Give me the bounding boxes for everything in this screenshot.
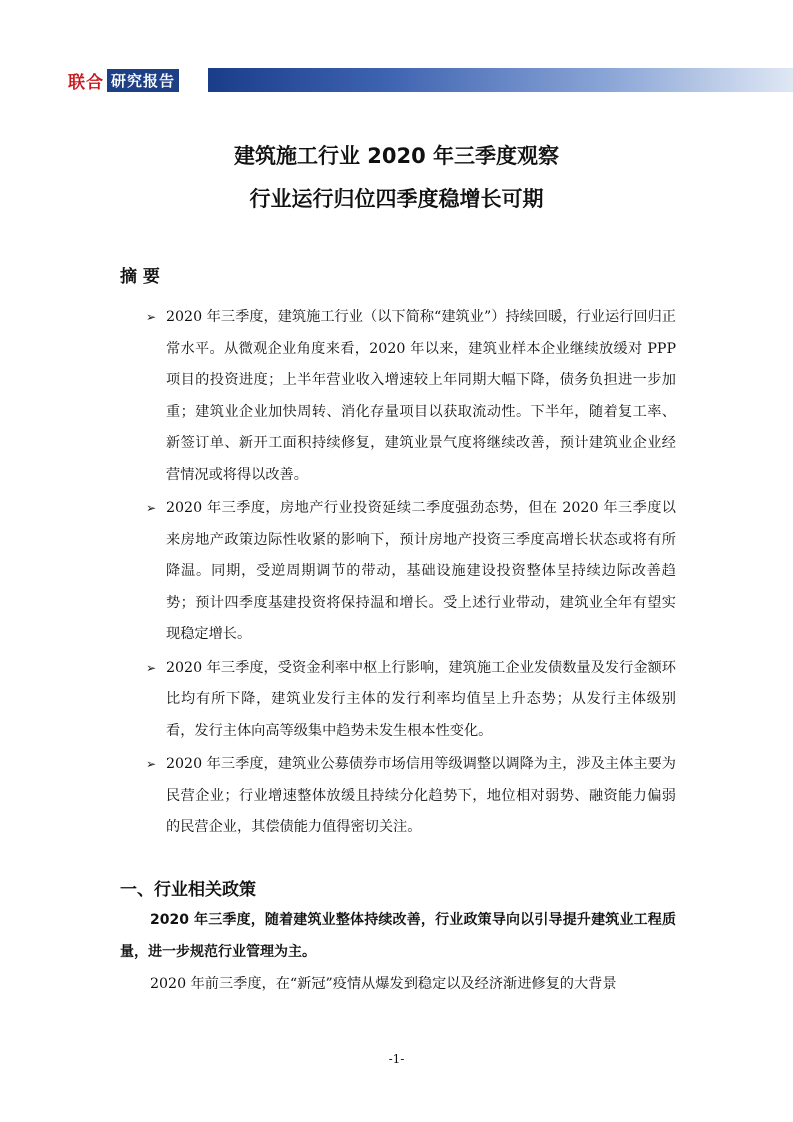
summary-list <box>146 302 676 846</box>
summary-item <box>146 749 676 844</box>
report-type-tag: 研究报告 <box>107 69 179 92</box>
report-title: 建筑施工行业 2020 年三季度观察 <box>233 144 560 168</box>
arrow-bullet-icon: ➢ <box>146 501 157 515</box>
summary-item-text: 2020 年三季度，建筑施工行业（以下简称“建筑业”）持续回暖，行业运行回归正常水平。从微观企业角度来看，2020 年以来，建筑业样本企业继续放缓对 PPP 项目的投资进度；上半年营业收入增速较上年同期大幅下降，债务负担进一步加重；建筑业企业加快周转、消化存量项目以获取流动性。下半年，随着复工率、新签订单、新开工面积持续修复，建筑业景气度将继续改善，预计建筑业企业经营情况或将得以改善。 <box>166 309 676 483</box>
summary-item <box>146 302 676 491</box>
summary-heading: 摘 要 <box>120 267 160 287</box>
report-subtitle: 行业运行归位四季度稳增长可期 <box>249 187 544 211</box>
summary-item-text: 2020 年三季度，房地产行业投资延续二季度强劲态势，但在 2020 年三季度以来房地产政策边际性收紧的影响下，预计房地产投资三季度高增长状态或将有所降温。同期，受逆周期调节的带动，基础设施建设投资整体呈持续边际改善趋势；预计四季度基建投资将保持温和增长。受上述行业带动，建筑业全年有望实现稳定增长。 <box>166 500 676 642</box>
section-heading-policy: 一、行业相关政策 <box>120 880 256 900</box>
arrow-bullet-icon: ➢ <box>146 310 157 324</box>
summary-item <box>146 653 676 748</box>
summary-item-text: 2020 年三季度，受资金利率中枢上行影响，建筑施工企业发债数量及发行金额环比均有所下降，建筑业发行主体的发行利率均值呈上升态势；从发行主体级别看，发行主体向高等级集中趋势未发生根本性变化。 <box>166 659 676 739</box>
summary-item <box>146 493 676 651</box>
header-gradient-bar <box>208 68 793 92</box>
arrow-bullet-icon: ➢ <box>146 660 157 675</box>
brand-name: 联合 <box>68 72 104 93</box>
policy-body-paragraph: 2020 年前三季度，在“新冠”疫情从爆发到稳定以及经济渐进修复的大背景 <box>150 976 617 992</box>
arrow-bullet-icon: ➢ <box>146 757 157 771</box>
brand-logo <box>68 68 179 92</box>
report-header <box>68 68 793 92</box>
page-number: -1- <box>388 1052 405 1066</box>
policy-lead-paragraph: 2020 年三季度，随着建筑业整体持续改善，行业政策导向以引导提升建筑业工程质量，进一步规范行业管理为主。 <box>120 912 676 960</box>
summary-item-text: 2020 年三季度，建筑业公募债券市场信用等级调整以调降为主，涉及主体主要为民营企业；行业增速整体放缓且持续分化趋势下，地位相对弱势、融资能力偏弱的民营企业，其偿债能力值得密切关注。 <box>166 756 676 835</box>
